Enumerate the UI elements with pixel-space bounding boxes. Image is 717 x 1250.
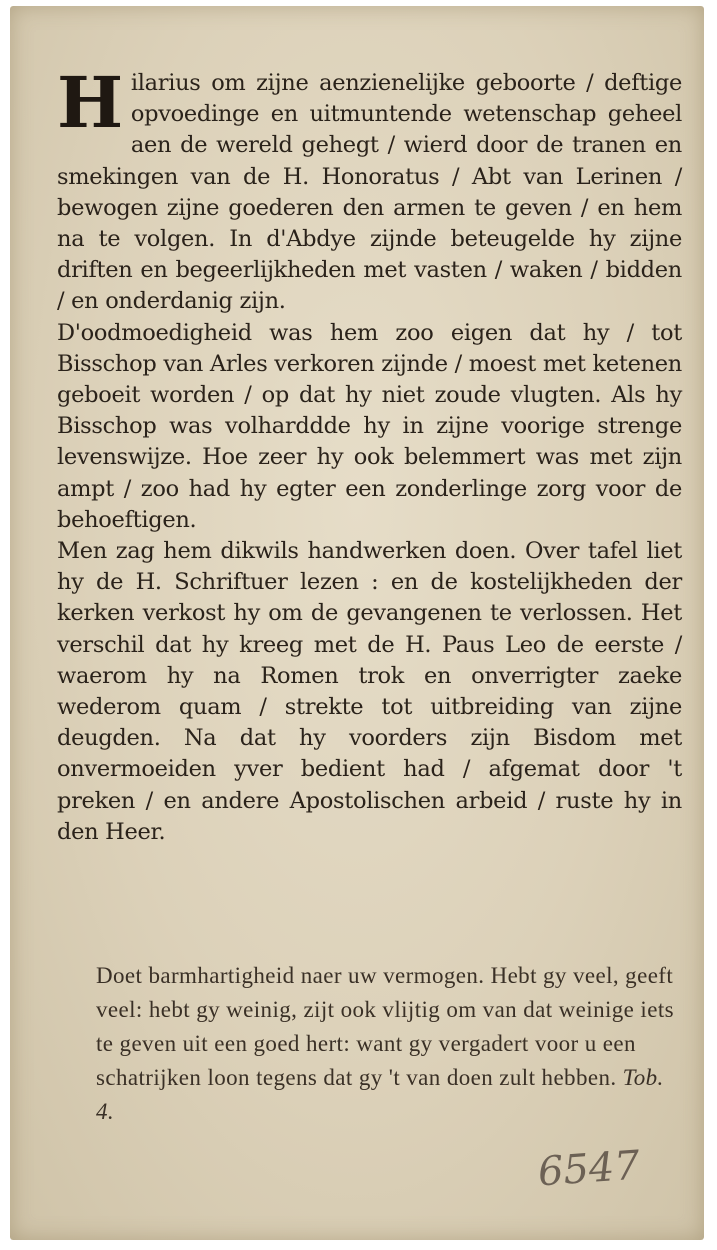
paper-sheet bbox=[10, 6, 704, 1240]
paragraph-1 bbox=[57, 61, 682, 318]
motto bbox=[96, 959, 681, 1129]
main-text bbox=[57, 61, 682, 848]
motto-text: Doet barmhartigheid naer uw vermogen. Hebt gy veel, geeft veel: hebt gy weinig, zijt ook vlijtig om van dat weinige iets te geven uit een goed hert: want gy vergadert voor u een schatrijken loon tegens dat gy 't van doen zult hebben. bbox=[96, 963, 674, 1090]
handwritten-shelfmark: 6547 bbox=[536, 1142, 642, 1196]
paragraph-2 bbox=[57, 318, 682, 536]
paragraph-3 bbox=[57, 536, 682, 848]
paragraph-1-text: ilarius om zijne aenzienelijke geboorte / deftige opvoedinge en uitmuntende wetenschap geheel aen de wereld gehegt / wierd door de tranen en smekingen van de H. Honoratus / Abt van Lerinen / bewogen zijne goederen den armen te geven / en hem na te volgen. In d'Abdye zijnde beteugelde hy zijne driften en begeerlijkheden met vasten / waken / bidden / en onderdanig zijn. bbox=[57, 70, 682, 315]
drop-initial: H bbox=[57, 61, 123, 144]
paragraph-2-text: D'oodmoedigheid was hem zoo eigen dat hy / tot Bisschop van Arles verkoren zijnde / moest met ketenen geboeit worden / op dat hy niet zoude vlugten. Als hy Bisschop was volharddde hy in zijne voorige strenge levenswijze. Hoe zeer hy ook belemmert was met zijn ampt / zoo had hy egter een zonderlinge zorg voor de behoeftigen. bbox=[57, 319, 682, 533]
motto-reference: Tob. 4. bbox=[96, 1065, 664, 1124]
paragraph-3-text: Men zag hem dikwils handwerken doen. Over tafel liet hy de H. Schriftuer lezen : en de kostelijkheden der kerken verkost hy om de gevangenen te verlossen. Het verschil dat hy kreeg met de H. Paus Leo de eerste / waerom hy na Romen trok en onverrigter zaeke wederom quam / strekte tot uitbreiding van zijne deugden. Na dat hy voorders zijn Bisdom met onvermoeiden yver bedient had / afgemat door 't preken / en andere Apostolischen arbeid / ruste hy in den Heer. bbox=[57, 538, 682, 845]
